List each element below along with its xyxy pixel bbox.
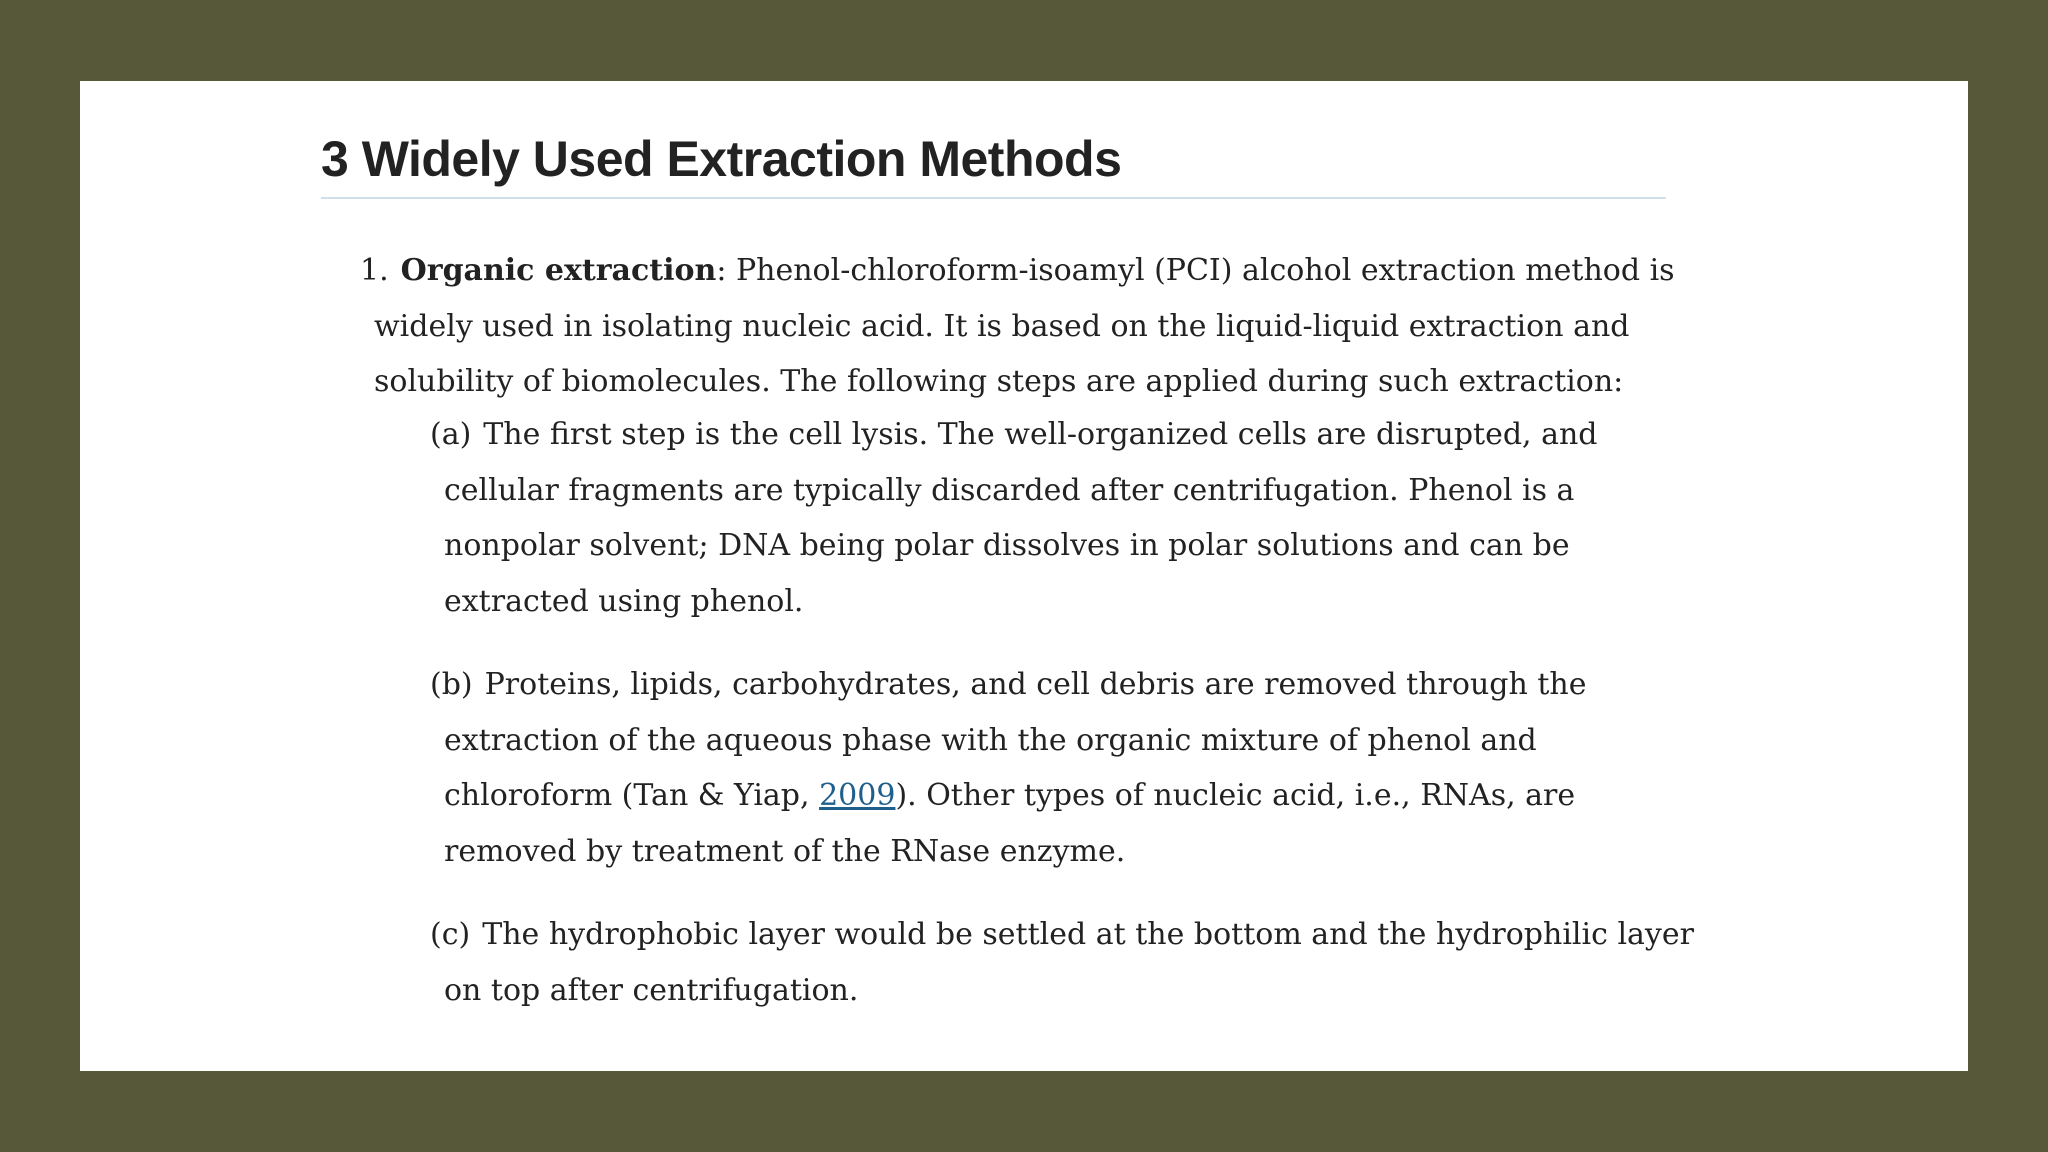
- list-item-line: [360, 243, 1704, 299]
- list-item-text: : Phenol-chloroform-isoamyl (PCI) alcohol extraction method is: [716, 253, 1675, 288]
- section-heading: 3 Widely Used Extraction Methods: [321, 131, 1122, 187]
- sub-item-text: Proteins, lipids, carbohydrates, and cell debris are removed through the: [484, 667, 1587, 702]
- sub-item-label: (c): [430, 917, 471, 952]
- sub-item-line: extraction of the aqueous phase with the organic mixture of phenol and: [444, 722, 1537, 758]
- sub-item-line: nonpolar solvent; DNA being polar dissolves in polar solutions and can be: [444, 528, 1570, 563]
- term-organic-extraction: Organic extraction: [400, 253, 717, 288]
- sub-item-label: (a): [430, 417, 472, 452]
- sub-item-text: chloroform (Tan & Yiap,: [444, 778, 820, 813]
- list-item-line: widely used in isolating nucleic acid. It is based on the liquid-liquid extraction and: [374, 308, 1630, 344]
- list-item-organic-extraction: [360, 243, 1704, 410]
- sub-item-text: ). Other types of nucleic acid, i.e., RNAs, are: [895, 778, 1576, 813]
- sub-item-text: The first step is the cell lysis. The well-organized cells are disrupted, and: [483, 417, 1598, 452]
- sub-item-a: [430, 407, 1744, 629]
- sub-item-text: The hydrophobic layer would be settled at the bottom and the hydrophilic layer: [482, 917, 1694, 952]
- sub-item-line: [430, 907, 1744, 963]
- sub-item-line: removed by treatment of the RNase enzyme.: [444, 833, 1126, 869]
- sub-item-line: [430, 657, 1744, 713]
- sub-item-line: cellular fragments are typically discarded after centrifugation. Phenol is a: [444, 472, 1575, 508]
- citation-link-2009[interactable]: 2009: [819, 778, 896, 813]
- sub-item-b: [430, 657, 1744, 879]
- sub-item-line: [444, 768, 1744, 824]
- sub-item-line: extracted using phenol.: [444, 583, 804, 619]
- sub-item-c: [430, 907, 1744, 1018]
- sub-item-label: (b): [430, 667, 473, 702]
- list-item-line: solubility of biomolecules. The following steps are applied during such extraction:: [374, 364, 1624, 399]
- document-page: [80, 81, 1968, 1071]
- sub-item-line: [430, 407, 1744, 463]
- heading-divider: [321, 197, 1666, 199]
- sub-item-line: on top after centrifugation.: [444, 972, 859, 1008]
- list-number: 1.: [360, 253, 389, 288]
